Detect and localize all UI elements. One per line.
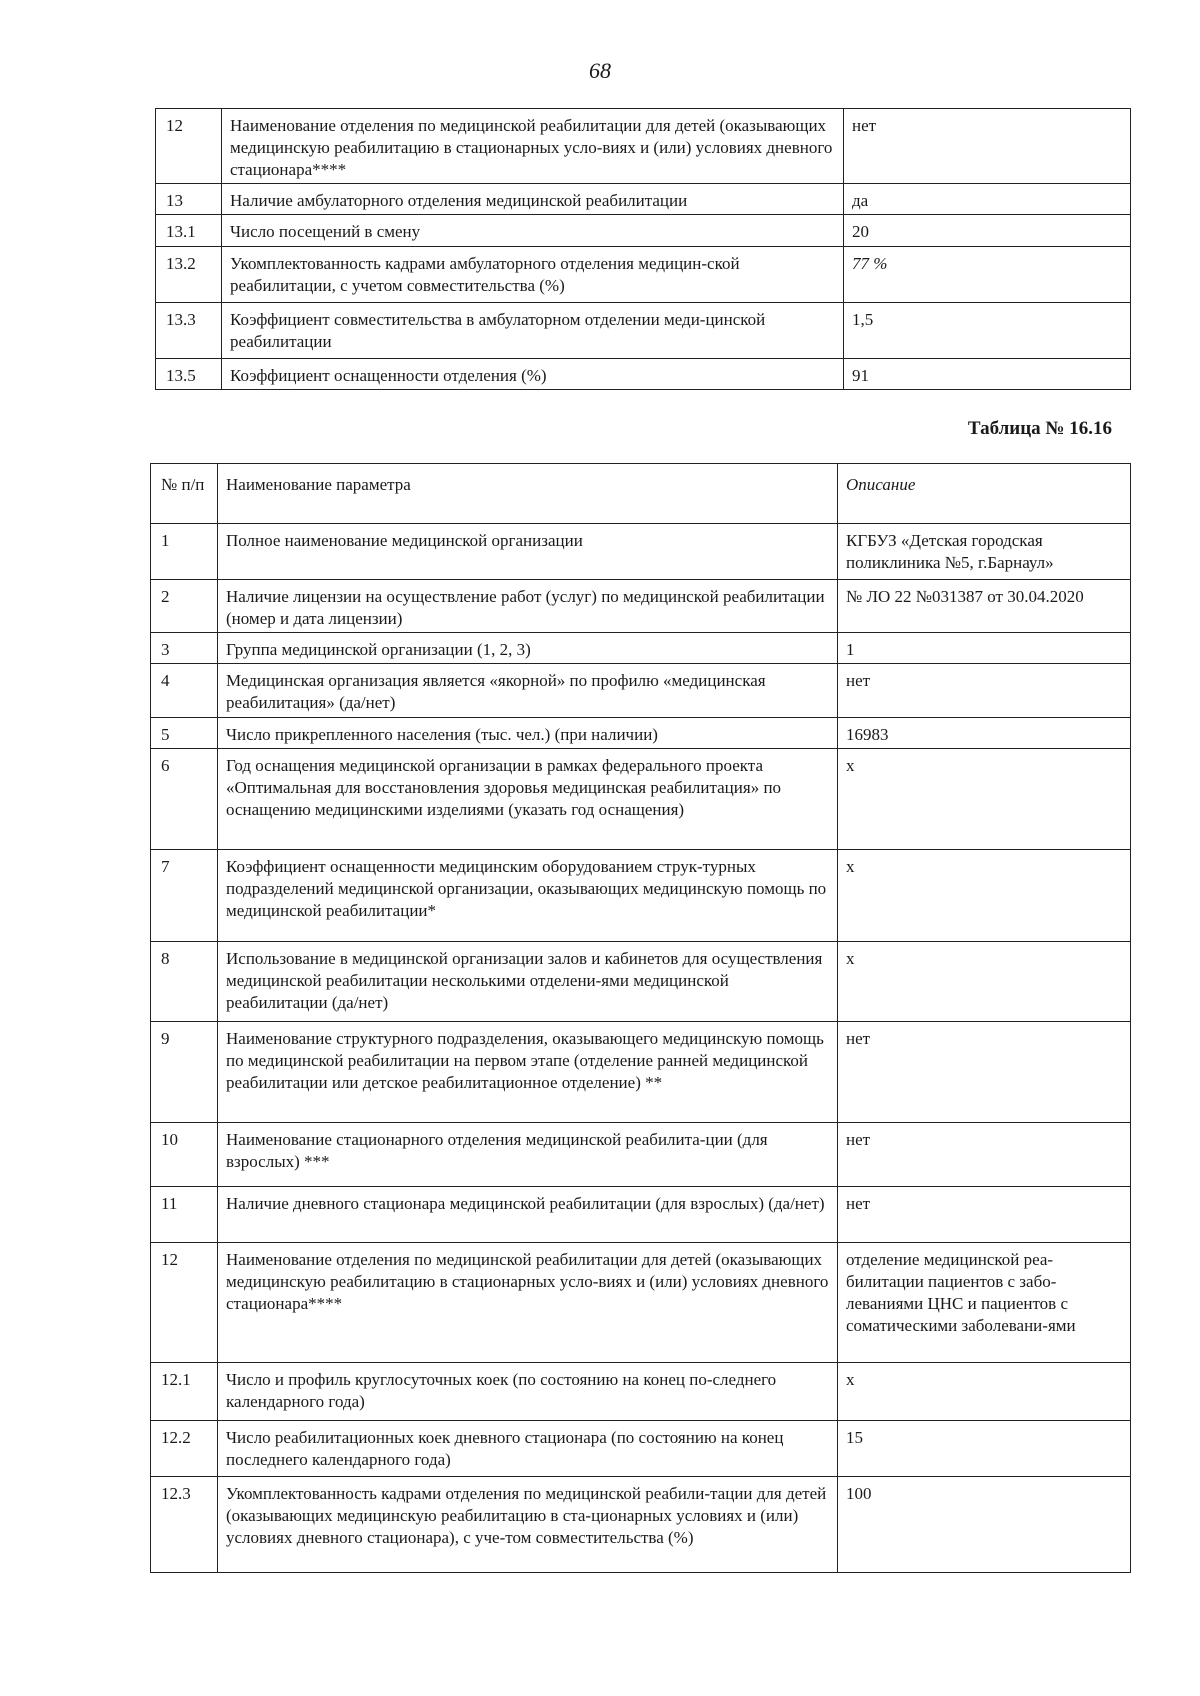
main-table bbox=[150, 463, 1131, 1573]
row-number: 13 bbox=[156, 184, 222, 215]
continued-table-body bbox=[156, 109, 1131, 390]
row-number: 12 bbox=[156, 109, 222, 184]
table-row bbox=[151, 580, 1131, 633]
parameter-name: Наименование структурного подразделения, оказывающего медицинскую помощь по медицинской реабилитации на первом этапе (отделение ранней медицинской реабилитации или детское реабилитационное отделение) ** bbox=[218, 1022, 838, 1123]
parameter-name: Укомплектованность кадрами амбулаторного отделения медицин-ской реабилитации, с учетом совместительства (%) bbox=[222, 247, 844, 303]
continued-table bbox=[155, 108, 1131, 390]
table-row bbox=[156, 215, 1131, 247]
parameter-name: Медицинская организация является «якорной» по профилю «медицинская реабилитация» (да/нет) bbox=[218, 664, 838, 718]
table-row bbox=[151, 850, 1131, 942]
parameter-value: нет bbox=[838, 1022, 1131, 1123]
parameter-value: 100 bbox=[838, 1477, 1131, 1573]
parameter-name: Группа медицинской организации (1, 2, 3) bbox=[218, 633, 838, 664]
parameter-value: 15 bbox=[838, 1421, 1131, 1477]
table-row bbox=[151, 1187, 1131, 1243]
parameter-value: x bbox=[838, 749, 1131, 850]
table-row bbox=[151, 1123, 1131, 1187]
row-number: 8 bbox=[151, 942, 218, 1022]
row-number: 10 bbox=[151, 1123, 218, 1187]
row-number: 6 bbox=[151, 749, 218, 850]
parameter-name: Коэффициент оснащенности медицинским оборудованием струк-турных подразделений медицинской организации, оказывающих медицинскую помощь по медицинской реабилитации* bbox=[218, 850, 838, 942]
parameter-value: да bbox=[844, 184, 1131, 215]
table-row bbox=[156, 109, 1131, 184]
row-number: 11 bbox=[151, 1187, 218, 1243]
main-table-header bbox=[151, 464, 1131, 524]
table-row bbox=[151, 633, 1131, 664]
parameter-value: 1,5 bbox=[844, 303, 1131, 359]
parameter-value: 20 bbox=[844, 215, 1131, 247]
main-table-body bbox=[151, 524, 1131, 1573]
parameter-name: Использование в медицинской организации залов и кабинетов для осуществления медицинской реабилитации несколькими отделени-ями медицинской реабилитации (да/нет) bbox=[218, 942, 838, 1022]
parameter-name: Наименование стационарного отделения медицинской реабилита-ции (для взрослых) *** bbox=[218, 1123, 838, 1187]
parameter-name: Наличие лицензии на осуществление работ (услуг) по медицинской реабилитации (номер и дата лицензии) bbox=[218, 580, 838, 633]
parameter-value: нет bbox=[838, 1123, 1131, 1187]
column-header-number: № п/п bbox=[151, 464, 218, 524]
table-row bbox=[151, 718, 1131, 749]
parameter-name: Наличие дневного стационара медицинской реабилитации (для взрослых) (да/нет) bbox=[218, 1187, 838, 1243]
table-row bbox=[151, 1022, 1131, 1123]
parameter-value: № ЛО 22 №031387 от 30.04.2020 bbox=[838, 580, 1131, 633]
parameter-value: 1 bbox=[838, 633, 1131, 664]
row-number: 13.2 bbox=[156, 247, 222, 303]
parameter-value: КГБУЗ «Детская городская поликлиника №5, г.Барнаул» bbox=[838, 524, 1131, 580]
parameter-value: x bbox=[838, 850, 1131, 942]
row-number: 7 bbox=[151, 850, 218, 942]
row-number: 12 bbox=[151, 1243, 218, 1363]
table-row bbox=[151, 1243, 1131, 1363]
row-number: 2 bbox=[151, 580, 218, 633]
parameter-value: нет bbox=[838, 664, 1131, 718]
table-row bbox=[151, 524, 1131, 580]
column-header-description: Описание bbox=[838, 464, 1131, 524]
parameter-name: Число посещений в смену bbox=[222, 215, 844, 247]
table-row bbox=[156, 247, 1131, 303]
parameter-name: Коэффициент оснащенности отделения (%) bbox=[222, 359, 844, 390]
row-number: 3 bbox=[151, 633, 218, 664]
table-row bbox=[151, 1363, 1131, 1421]
parameter-name: Наличие амбулаторного отделения медицинской реабилитации bbox=[222, 184, 844, 215]
parameter-value: отделение медицинской реа-билитации пациентов с забо-леваниями ЦНС и пациентов с соматическими заболевани-ями bbox=[838, 1243, 1131, 1363]
row-number: 1 bbox=[151, 524, 218, 580]
parameter-value: 16983 bbox=[838, 718, 1131, 749]
row-number: 12.3 bbox=[151, 1477, 218, 1573]
parameter-value: нет bbox=[838, 1187, 1131, 1243]
parameter-name: Наименование отделения по медицинской реабилитации для детей (оказывающих медицинскую реабилитацию в стационарных усло-виях и (или) условиях дневного стационара**** bbox=[218, 1243, 838, 1363]
row-number: 13.1 bbox=[156, 215, 222, 247]
table-row bbox=[151, 749, 1131, 850]
parameter-name: Укомплектованность кадрами отделения по медицинской реабили-тации для детей (оказывающих медицинскую реабилитацию в ста-ционарных условиях и (или) условиях дневного стационара), с уче-том совместительства (%) bbox=[218, 1477, 838, 1573]
row-number: 5 bbox=[151, 718, 218, 749]
table-row bbox=[156, 303, 1131, 359]
table-caption: Таблица № 16.16 bbox=[967, 418, 1112, 439]
page-number: 68 bbox=[589, 58, 611, 83]
parameter-value: 77 % bbox=[844, 247, 1131, 303]
parameter-name: Полное наименование медицинской организации bbox=[218, 524, 838, 580]
row-number: 12.1 bbox=[151, 1363, 218, 1421]
header-row bbox=[151, 464, 1131, 524]
row-number: 13.5 bbox=[156, 359, 222, 390]
parameter-value: x bbox=[838, 1363, 1131, 1421]
parameter-name: Коэффициент совместительства в амбулаторном отделении меди-цинской реабилитации bbox=[222, 303, 844, 359]
table-row bbox=[156, 359, 1131, 390]
row-number: 12.2 bbox=[151, 1421, 218, 1477]
parameter-value: нет bbox=[844, 109, 1131, 184]
table-row bbox=[151, 1477, 1131, 1573]
table-row bbox=[156, 184, 1131, 215]
parameter-name: Год оснащения медицинской организации в рамках федерального проекта «Оптимальная для восстановления здоровья медицинская реабилитация» по оснащению медицинскими изделиями (указать год оснащения) bbox=[218, 749, 838, 850]
table-row bbox=[151, 942, 1131, 1022]
column-header-parameter: Наименование параметра bbox=[218, 464, 838, 524]
parameter-name: Число прикрепленного населения (тыс. чел.) (при наличии) bbox=[218, 718, 838, 749]
parameter-name: Число реабилитационных коек дневного стационара (по состоянию на конец последнего календарного года) bbox=[218, 1421, 838, 1477]
parameter-name: Число и профиль круглосуточных коек (по состоянию на конец по-следнего календарного года) bbox=[218, 1363, 838, 1421]
table-row bbox=[151, 1421, 1131, 1477]
row-number: 9 bbox=[151, 1022, 218, 1123]
parameter-value: x bbox=[838, 942, 1131, 1022]
parameter-name: Наименование отделения по медицинской реабилитации для детей (оказывающих медицинскую реабилитацию в стационарных усло-виях и (или) условиях дневного стационара**** bbox=[222, 109, 844, 184]
row-number: 4 bbox=[151, 664, 218, 718]
table-row bbox=[151, 664, 1131, 718]
parameter-value: 91 bbox=[844, 359, 1131, 390]
row-number: 13.3 bbox=[156, 303, 222, 359]
